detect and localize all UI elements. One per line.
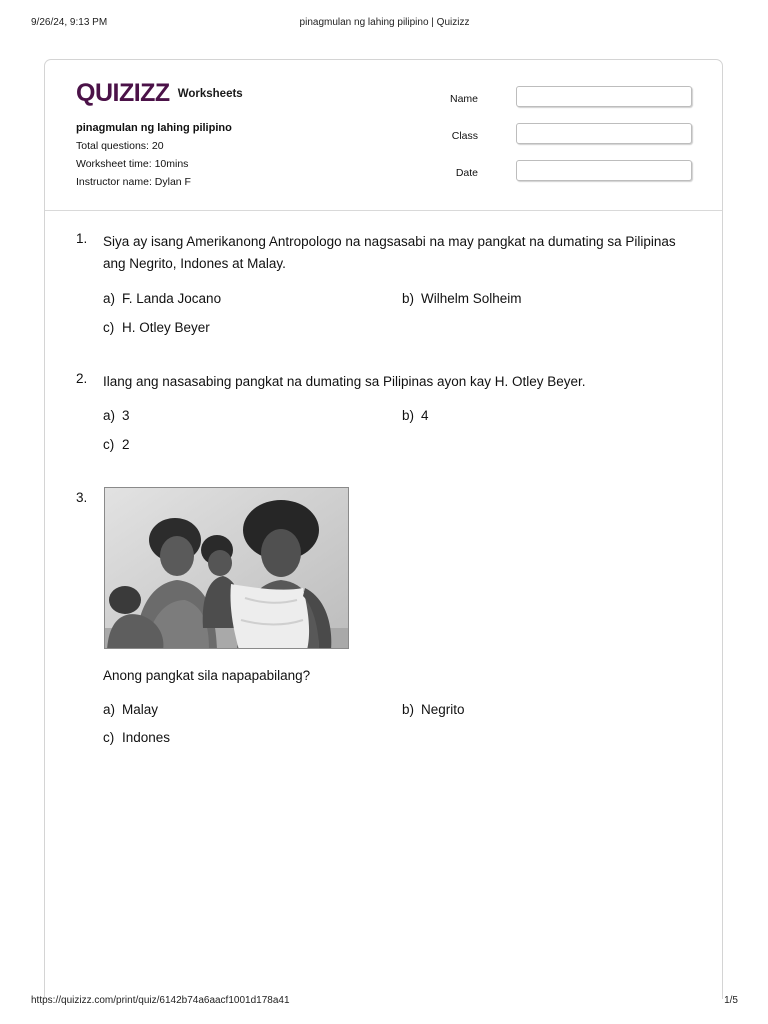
field-row-date (452, 160, 692, 197)
instructor-name: Instructor name: Dylan F (76, 176, 191, 188)
option-text: Indones (122, 730, 171, 745)
print-page-number: 1/5 (724, 995, 738, 1006)
option-text: 3 (122, 408, 130, 423)
option-text: Malay (122, 702, 159, 717)
worksheet-title: pinagmulan ng lahing pilipino (76, 122, 232, 134)
question-2 (76, 371, 694, 461)
option-letter: a) (103, 408, 116, 423)
option-b (402, 702, 465, 717)
option-letter: b) (402, 702, 415, 717)
print-header (31, 17, 738, 31)
question-1 (76, 231, 694, 341)
option-letter: a) (103, 291, 116, 306)
question-3 (76, 487, 694, 757)
black-and-white-photo (105, 488, 349, 649)
worksheet-header (45, 60, 722, 211)
class-field[interactable] (516, 123, 692, 144)
option-letter: b) (402, 291, 415, 306)
logo-wordmark: QUIZIZZ (76, 79, 170, 107)
worksheet-time: Worksheet time: 10mins (76, 158, 189, 170)
option-c (103, 730, 170, 745)
question-number: 1. (76, 231, 88, 246)
option-b (402, 291, 522, 306)
question-text: Ilang ang nasasabing pangkat na dumating sa Pilipinas ayon kay H. Otley Beyer. (103, 374, 586, 389)
option-a (103, 291, 221, 306)
option-a (103, 408, 130, 423)
date-label: Date (455, 167, 478, 179)
option-text: Wilhelm Solheim (421, 291, 522, 306)
option-text: 2 (122, 437, 130, 452)
option-c (103, 320, 210, 335)
option-letter: a) (103, 702, 116, 717)
total-questions: Total questions: 20 (76, 140, 164, 152)
option-letter: c) (103, 320, 115, 335)
name-label: Name (449, 93, 478, 105)
question-photo (104, 487, 349, 649)
field-row-class (452, 123, 692, 160)
question-number: 3. (76, 490, 88, 505)
print-page-title: pinagmulan ng lahing pilipino | Quizizz (299, 17, 470, 28)
class-label: Class (451, 130, 478, 142)
option-c (103, 437, 130, 452)
option-text: 4 (421, 408, 429, 423)
option-text: Negrito (421, 702, 465, 717)
logo-subtitle: Worksheets (177, 88, 243, 100)
option-letter: b) (402, 408, 415, 423)
option-a (103, 702, 158, 717)
print-datetime: 9/26/24, 9:13 PM (31, 17, 108, 28)
date-field[interactable] (516, 160, 692, 181)
option-letter: c) (103, 437, 115, 452)
option-text: H. Otley Beyer (122, 320, 210, 335)
worksheet-card (44, 59, 723, 999)
option-b (402, 408, 429, 423)
quizizz-logo (76, 79, 243, 108)
option-letter: c) (103, 730, 115, 745)
student-fields (449, 86, 692, 197)
question-text: Siya ay isang Amerikanong Antropologo na nagsasabi na may pangkat na dumating sa Pilipinas ang Negrito, Indones at Malay. (103, 234, 676, 271)
field-row-name (449, 86, 692, 123)
worksheet-meta (76, 119, 232, 191)
print-footer (31, 995, 738, 1009)
question-text: Anong pangkat sila napapabilang? (103, 668, 311, 683)
name-field[interactable] (516, 86, 692, 107)
print-url: https://quizizz.com/print/quiz/6142b74a6aacf1001d178a41 (31, 995, 290, 1006)
option-text: F. Landa Jocano (122, 291, 222, 306)
question-number: 2. (76, 371, 88, 386)
